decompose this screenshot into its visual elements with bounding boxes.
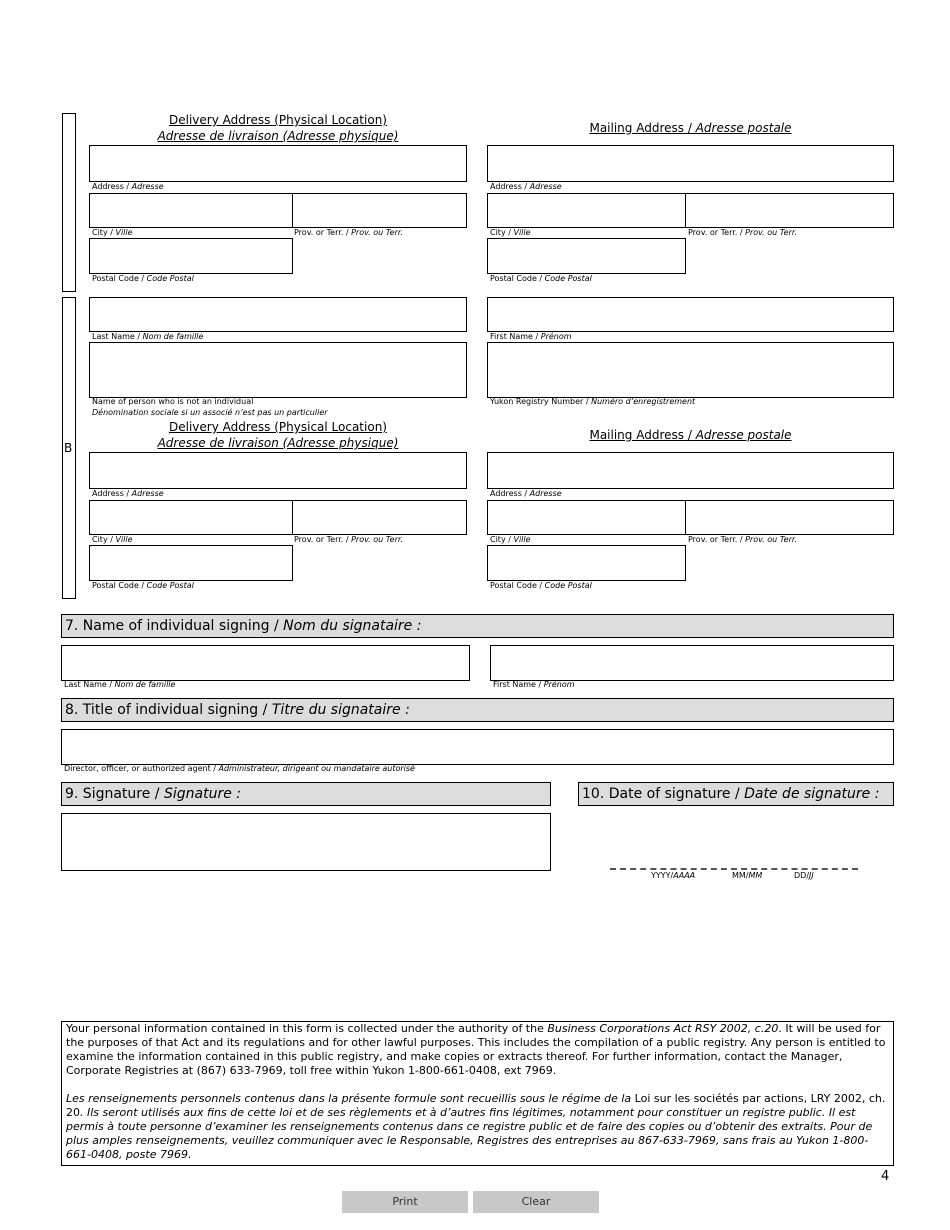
prov-label: Prov. or Terr. / Prov. ou Terr. — [294, 535, 403, 544]
date-of-signature-input[interactable] — [610, 860, 858, 870]
last-name-label: Last Name / Nom de famille — [64, 680, 176, 689]
address-label: Address / Adresse — [490, 182, 562, 191]
mailing-address-input[interactable] — [487, 145, 894, 182]
signature-input[interactable] — [61, 813, 551, 871]
date-day-label: DD/JJ — [794, 871, 814, 880]
delivery-address-header-b — [90, 419, 466, 451]
delivery-prov-input[interactable] — [292, 193, 467, 228]
mailing-prov-input-b[interactable] — [685, 500, 894, 535]
non-individual-label-en: Name of person who is not an individual — [92, 397, 254, 406]
date-year-label: YYYY/AAAA — [651, 871, 696, 880]
signer-last-name-input[interactable] — [61, 645, 470, 681]
non-individual-name-input[interactable] — [89, 342, 467, 398]
mailing-address-header — [488, 120, 893, 136]
delivery-address-input[interactable] — [89, 145, 467, 182]
signer-title-label: Director, officer, or authorized agent / Administrateur, dirigeant ou mandataire autorisé — [64, 764, 415, 773]
signer-first-name-input[interactable] — [490, 645, 894, 681]
mailing-city-input-b[interactable] — [487, 500, 686, 535]
section-8-header: 8. Title of individual signing / Titre du signataire : — [61, 698, 894, 722]
postal-label: Postal Code / Code Postal — [92, 581, 194, 590]
last-name-label: Last Name / Nom de famille — [92, 332, 204, 341]
prov-label: Prov. or Terr. / Prov. ou Terr. — [688, 228, 797, 237]
delivery-city-input-b[interactable] — [89, 500, 293, 535]
section-a-bracket — [62, 113, 76, 292]
city-label: City / Ville — [490, 535, 531, 544]
first-name-input[interactable] — [487, 297, 894, 332]
registry-number-input[interactable] — [487, 342, 894, 398]
delivery-city-input[interactable] — [89, 193, 293, 228]
mailing-address-input-b[interactable] — [487, 452, 894, 489]
last-name-input[interactable] — [89, 297, 467, 332]
city-label: City / Ville — [92, 535, 133, 544]
mailing-address-header-b — [488, 427, 893, 443]
delivery-address-title-en: Delivery Address (Physical Location) — [169, 420, 387, 434]
prov-label: Prov. or Terr. / Prov. ou Terr. — [294, 228, 403, 237]
page-number: 4 — [881, 1169, 890, 1184]
prov-label: Prov. or Terr. / Prov. ou Terr. — [688, 535, 797, 544]
delivery-address-header — [90, 112, 466, 144]
section-b-letter: B — [64, 441, 73, 455]
delivery-address-title-fr: Adresse de livraison (Adresse physique) — [157, 436, 399, 450]
city-label: City / Ville — [490, 228, 531, 237]
section-7-header: 7. Name of individual signing / Nom du signataire : — [61, 614, 894, 638]
delivery-address-input-b[interactable] — [89, 452, 467, 489]
mailing-address-title: Mailing Address / Adresse postale — [589, 121, 792, 135]
postal-label: Postal Code / Code Postal — [490, 274, 592, 283]
address-label: Address / Adresse — [92, 182, 164, 191]
delivery-postal-input[interactable] — [89, 238, 293, 274]
first-name-label: First Name / Prénom — [493, 680, 575, 689]
delivery-address-title-en: Delivery Address (Physical Location) — [169, 113, 387, 127]
postal-label: Postal Code / Code Postal — [490, 581, 592, 590]
section-10-header: 10. Date of signature / Date de signature : — [578, 782, 894, 806]
delivery-postal-input-b[interactable] — [89, 545, 293, 581]
mailing-prov-input[interactable] — [685, 193, 894, 228]
privacy-notice-en: Your personal information contained in this form is collected under the authority of the Business Corporations Act RSY 2002, c.20. It will be used for the purposes of that Act and its regulations and for other lawful purposes. This includes the compilation of a public registry. Any person is entitled to examine the information contained in this public registry, and make copies or extracts thereof. For further information, contact the Manager, Corporate Registries at (867) 633-7969, toll free within Yukon 1-800-661-0408, ext 7969. — [66, 1022, 886, 1077]
privacy-notice — [61, 1021, 894, 1166]
registry-number-label: Yukon Registry Number / Numéro d’enregistrement — [490, 397, 696, 406]
city-label: City / Ville — [92, 228, 133, 237]
mailing-address-title: Mailing Address / Adresse postale — [589, 428, 792, 442]
date-month-label: MM/MM — [732, 871, 763, 880]
non-individual-label-fr: Dénomination sociale si un associé n’est pas un particulier — [92, 408, 328, 417]
mailing-postal-input[interactable] — [487, 238, 686, 274]
section-9-header: 9. Signature / Signature : — [61, 782, 551, 806]
address-label: Address / Adresse — [490, 489, 562, 498]
mailing-postal-input-b[interactable] — [487, 545, 686, 581]
postal-label: Postal Code / Code Postal — [92, 274, 194, 283]
privacy-notice-fr: Les renseignements personnels contenus dans la présente formule sont recueillis sous le régime de la Loi sur les sociétés par actions, LRY 2002, ch. 20. Ils seront utilisés aux fins de cette loi et de ses règlements et à d’autres fins légitimes, notamment pour constituer un registre public. Il est permis à toute personne d’examiner les renseignements contenus dans ce registre public et de faire des copies ou d’obtenir des extraits. Pour de plus amples renseignements, veuillez communiquer avec le Responsable, Registres des entreprises au 867-633-7969, sans frais au Yukon 1-800-661-0408, poste 7969. — [66, 1092, 886, 1161]
first-name-label: First Name / Prénom — [490, 332, 572, 341]
mailing-city-input[interactable] — [487, 193, 686, 228]
clear-button[interactable]: Clear — [473, 1191, 599, 1213]
delivery-prov-input-b[interactable] — [292, 500, 467, 535]
print-button[interactable]: Print — [342, 1191, 468, 1213]
address-label: Address / Adresse — [92, 489, 164, 498]
signer-title-input[interactable] — [61, 729, 894, 765]
delivery-address-title-fr: Adresse de livraison (Adresse physique) — [157, 129, 399, 143]
